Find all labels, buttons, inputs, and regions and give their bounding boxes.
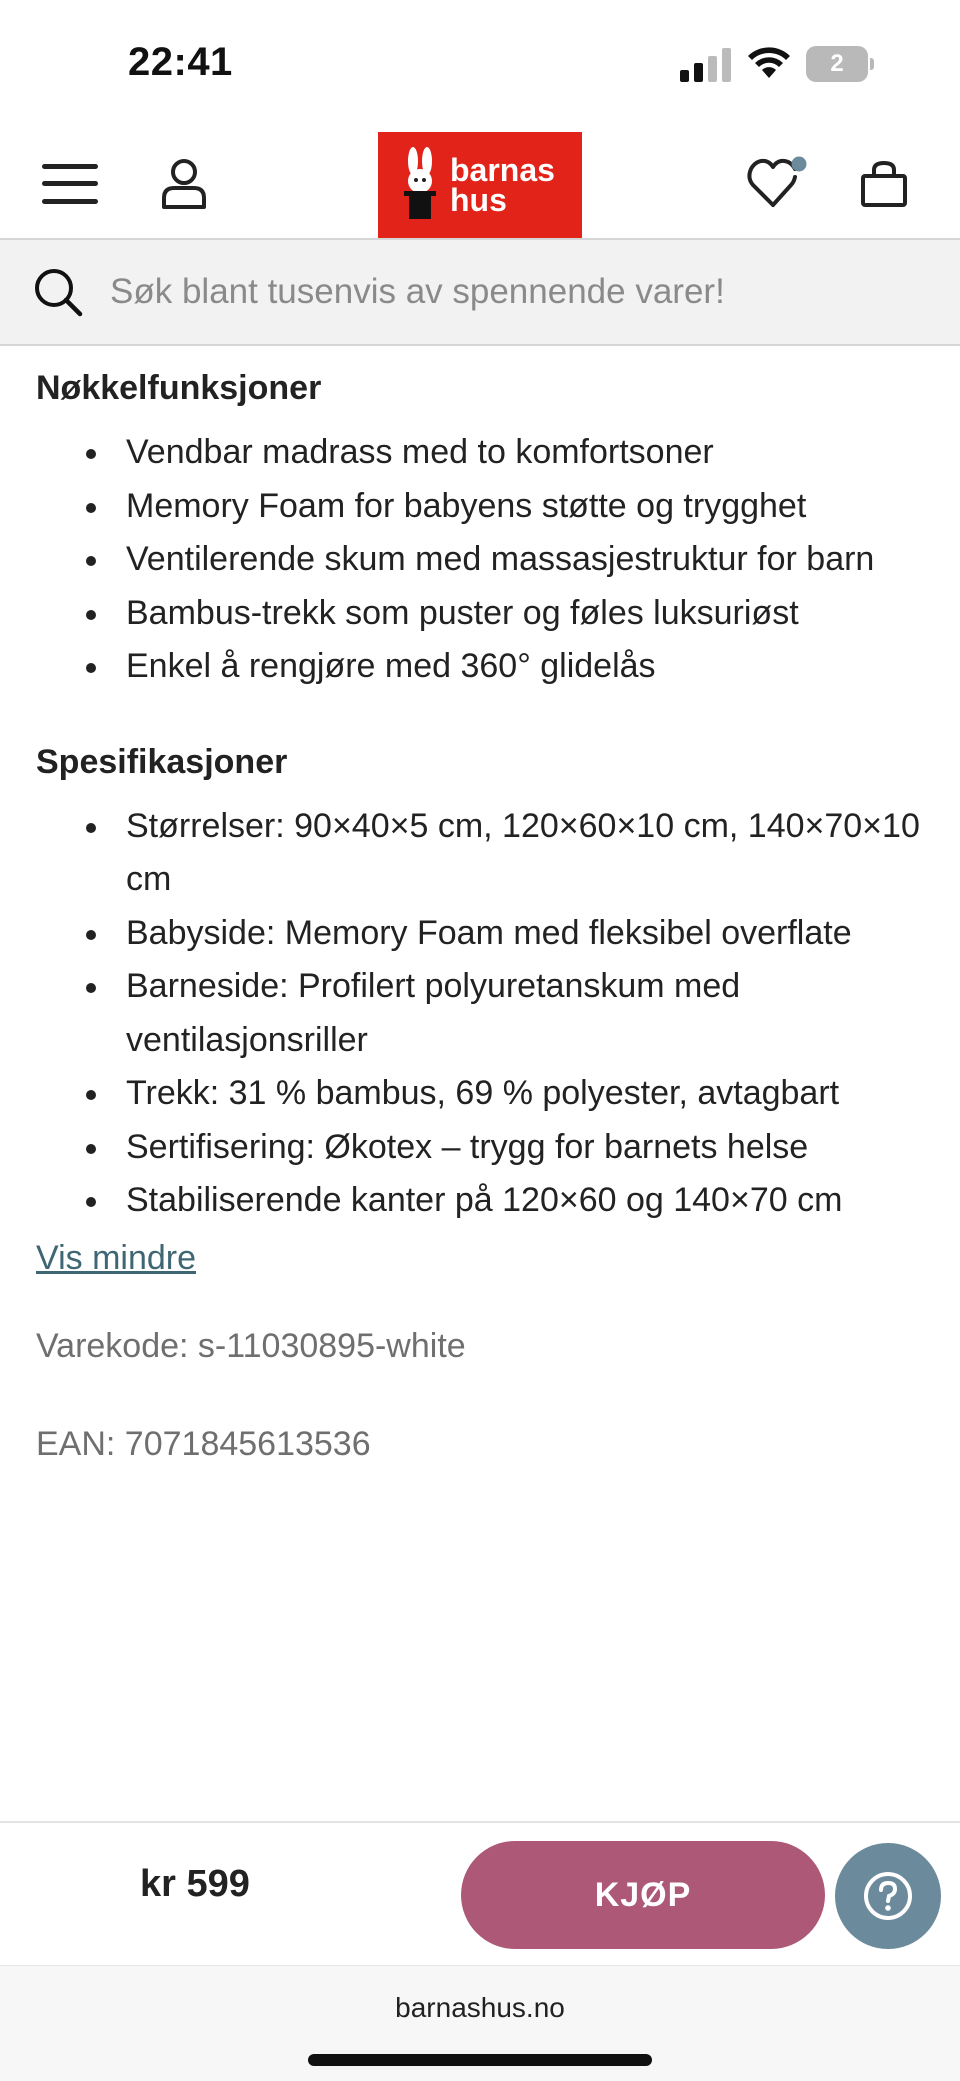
logo-line-2: hus xyxy=(450,182,507,218)
list-item: Memory Foam for babyens støtte og trygghet xyxy=(36,480,936,534)
list-item: Barneside: Profilert polyuretanskum med ventilasjonsriller xyxy=(36,960,936,1067)
shopping-bag-icon xyxy=(859,160,909,208)
battery-level: 2 xyxy=(806,46,868,82)
wifi-icon xyxy=(746,44,792,80)
list-item: Vendbar madrass med to komfortsoner xyxy=(36,426,936,480)
battery-tip xyxy=(870,58,874,70)
list-item: Ventilerende skum med massasjestruktur for barn xyxy=(36,533,936,587)
cart-button[interactable] xyxy=(852,152,916,216)
list-item: Bambus-trekk som puster og føles luksuriøst xyxy=(36,587,936,641)
specifications-list xyxy=(36,800,936,1228)
logo-text xyxy=(450,152,555,218)
cellular-signal-icon xyxy=(680,48,732,82)
list-item: Trekk: 31 % bambus, 69 % polyester, avtagbart xyxy=(36,1067,936,1121)
list-item: Sertifisering: Økotex – trygg for barnets helse xyxy=(36,1121,936,1175)
list-item: Enkel å rengjøre med 360° glidelås xyxy=(36,640,936,694)
rabbit-in-hat-icon xyxy=(400,147,440,223)
browser-url-bar xyxy=(0,1965,960,2081)
search-input[interactable] xyxy=(110,272,910,312)
ean-code: EAN: 7071845613536 xyxy=(36,1424,371,1463)
status-time: 22:41 xyxy=(128,40,233,84)
hamburger-menu-icon xyxy=(40,162,100,206)
price: kr 599 xyxy=(140,1863,250,1905)
search-bar xyxy=(0,238,960,346)
show-less-link[interactable]: Vis mindre xyxy=(36,1238,196,1277)
question-mark-icon xyxy=(862,1870,914,1922)
heart-icon xyxy=(745,155,807,213)
status-bar xyxy=(0,0,960,130)
battery-indicator xyxy=(806,46,874,82)
buy-bar xyxy=(0,1821,960,1965)
specifications-heading: Spesifikasjoner xyxy=(36,742,288,781)
product-code: Varekode: s-11030895-white xyxy=(36,1326,466,1365)
user-icon xyxy=(161,158,207,210)
key-features-heading: Nøkkelfunksjoner xyxy=(36,369,322,407)
logo-line-1: barnas xyxy=(450,152,555,188)
buy-button[interactable]: KJØP xyxy=(461,1841,825,1949)
product-description xyxy=(36,350,936,1472)
menu-button[interactable] xyxy=(38,152,102,216)
home-indicator xyxy=(308,2054,652,2066)
search-icon[interactable] xyxy=(32,266,84,318)
list-item: Størrelser: 90×40×5 cm, 120×60×10 cm, 140×70×10 cm xyxy=(36,800,936,907)
wishlist-button[interactable] xyxy=(744,152,808,216)
barnashus-logo[interactable] xyxy=(378,132,582,238)
list-item: Babyside: Memory Foam med fleksibel overflate xyxy=(36,907,936,961)
list-item: Stabiliserende kanter på 120×60 og 140×70 cm xyxy=(36,1174,936,1228)
site-header xyxy=(0,130,960,238)
key-features-list xyxy=(36,426,936,694)
account-button[interactable] xyxy=(152,152,216,216)
url-text[interactable]: barnashus.no xyxy=(395,1992,565,2023)
help-button[interactable] xyxy=(835,1843,941,1949)
